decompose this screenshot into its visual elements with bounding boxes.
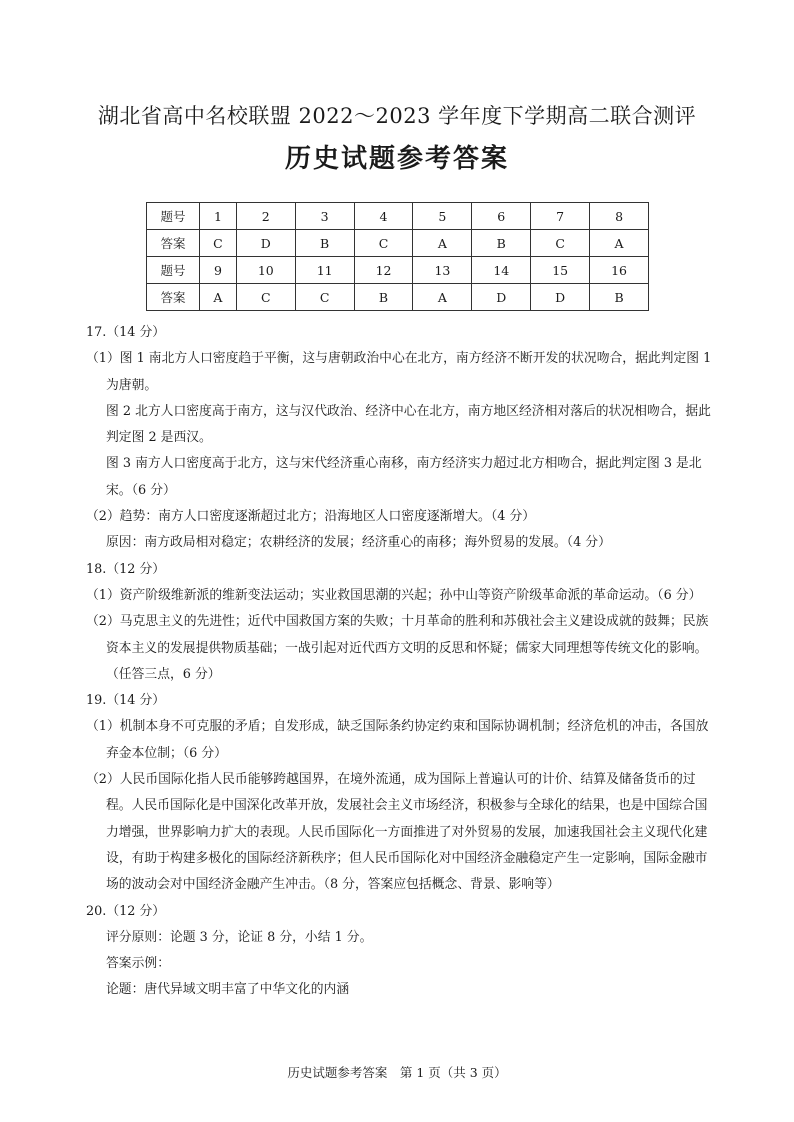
question-number: 2: [236, 203, 295, 230]
answer-body: [86, 320, 716, 1004]
answer-cell: C: [531, 230, 590, 257]
document-subtitle: 历史试题参考答案: [284, 144, 509, 174]
answer-cell: A: [413, 284, 472, 311]
q18-part2-text: （2）马克思主义的先进性；近代中国救国方案的失败；十月革命的胜利和苏俄社会主义建设成就的鼓舞；民族资本主义的发展提供物质基础；一战引起对近代西方文明的反思和怀疑；儒家大同理想等传统文化的影响。（任答三点，6 分）: [86, 614, 709, 682]
answer-cell: D: [472, 284, 531, 311]
answer-cell: B: [590, 284, 649, 311]
answer-cell: A: [200, 284, 237, 311]
q17-part1-text: 图 3 南方人口密度高于北方，这与宋代经济重心南移，南方经济实力超过北方相吻合，据此判定图 3 是北宋。（6 分）: [106, 456, 702, 498]
table-row: [147, 284, 649, 311]
answer-cell: B: [472, 230, 531, 257]
table-row: [147, 257, 649, 284]
row-label-question: 题号: [147, 257, 200, 284]
question-number: 13: [413, 257, 472, 284]
answer-cell: D: [236, 230, 295, 257]
row-label-answer: 答案: [147, 284, 200, 311]
answer-cell: D: [531, 284, 590, 311]
q19-part2-text: （2）人民币国际化指人民币能够跨越国界，在境外流通，成为国际上普遍认可的计价、结算及储备货币的过程。人民币国际化是中国深化改革开放，发展社会主义市场经济，积极参与全球化的结果，也是中国综合国力增强，世界影响力扩大的表现。人民币国际化一方面推进了对外贸易的发展，加速我国社会主义现代化建设，有助于构建多极化的国际经济新秩序；但人民币国际化对中国经济金融稳定产生一定影响，国际金融市场的波动会对中国经济金融产生冲击。（8 分，答案应包括概念、背景、影响等）: [86, 772, 708, 893]
q17-part1-text: （1）图 1 南北方人口密度趋于平衡，这与唐朝政治中心在北方，南方经济不断开发的状况吻合，据此判定图 1 为唐朝。: [86, 351, 712, 393]
answer-cell: C: [236, 284, 295, 311]
question-19-heading: 19.（14 分）: [86, 693, 166, 709]
question-number: 15: [531, 257, 590, 284]
question-number: 14: [472, 257, 531, 284]
question-number: 8: [590, 203, 649, 230]
question-number: 3: [295, 203, 354, 230]
question-number: 5: [413, 203, 472, 230]
question-number: 16: [590, 257, 649, 284]
document-title: 湖北省高中名校联盟 2022～2023 学年度下学期高二联合测评: [97, 104, 697, 128]
question-17-heading: 17.（14 分）: [86, 325, 166, 340]
row-label-question: 题号: [147, 203, 200, 230]
answer-cell: B: [295, 230, 354, 257]
table-row: [147, 230, 649, 257]
answer-cell: C: [354, 230, 413, 257]
question-number: 1: [200, 203, 237, 230]
answer-cell: A: [413, 230, 472, 257]
question-number: 4: [354, 203, 413, 230]
q17-part2-text: 原因：南方政局相对稳定；农耕经济的发展；经济重心的南移；海外贸易的发展。（4 分）: [106, 535, 611, 551]
q19-part1-text: （1）机制本身不可克服的矛盾；自发形成，缺乏国际条约协定约束和国际协调机制；经济危机的冲击，各国放弃金本位制；（6 分）: [86, 719, 709, 761]
q17-part1-text: 图 2 北方人口密度高于南方，这与汉代政治、经济中心在北方，南方地区经济相对落后的状况相吻合，据此判定图 2 是西汉。: [106, 403, 711, 446]
question-number: 7: [531, 203, 590, 230]
q17-part2-text: （2）趋势：南方人口密度逐渐超过北方；沿海地区人口密度逐渐增大。（4 分）: [86, 509, 536, 525]
question-number: 9: [200, 257, 237, 284]
q18-part1-text: （1）资产阶级维新派的维新变法运动；实业救国思潮的兴起；孙中山等资产阶级革命派的革命运动。（6 分）: [86, 587, 702, 603]
question-20-heading: 20.（12 分）: [86, 903, 166, 919]
q20-example-label: 答案示例：: [106, 956, 170, 972]
question-18-heading: 18.（12 分）: [86, 561, 166, 577]
q20-thesis-text: 论题：唐代异域文明丰富了中华文化的内涵: [106, 982, 350, 998]
question-number: 11: [295, 257, 354, 284]
answer-table: [146, 202, 649, 311]
table-row: [147, 203, 649, 230]
q20-scoring-text: 评分原则：论题 3 分，论证 8 分，小结 1 分。: [106, 929, 373, 945]
answer-cell: C: [200, 230, 237, 257]
question-number: 6: [472, 203, 531, 230]
question-number: 12: [354, 257, 413, 284]
row-label-answer: 答案: [147, 230, 200, 257]
answer-cell: C: [295, 284, 354, 311]
page-footer: 历史试题参考答案 第 1 页（共 3 页）: [287, 1065, 507, 1080]
answer-cell: A: [590, 230, 649, 257]
question-number: 10: [236, 257, 295, 284]
answer-cell: B: [354, 284, 413, 311]
